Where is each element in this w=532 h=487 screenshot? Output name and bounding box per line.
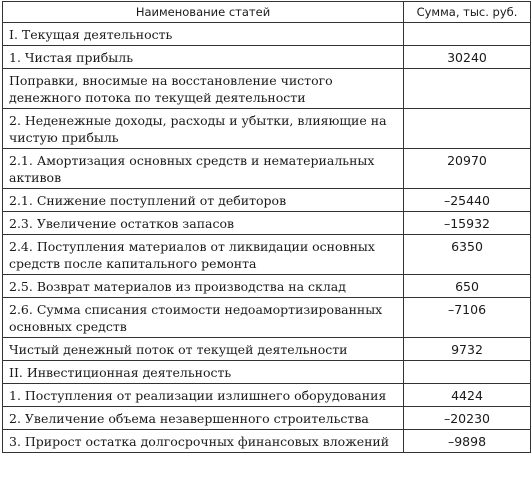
- row-label: 2. Неденежные доходы, расходы и убытки, влияющие на чистую прибыль: [3, 109, 404, 149]
- row-amount: 30240: [404, 46, 531, 69]
- table-body: [3, 23, 531, 453]
- row-amount: –15932: [404, 212, 531, 235]
- row-amount: 20970: [404, 149, 531, 189]
- table-row: [3, 149, 531, 189]
- row-amount: [404, 69, 531, 109]
- row-amount: 650: [404, 275, 531, 298]
- row-label: 1. Чистая прибыль: [3, 46, 404, 69]
- row-amount: [404, 361, 531, 384]
- table-row: [3, 275, 531, 298]
- column-header-amount: Сумма, тыс. руб.: [404, 2, 531, 23]
- table-header: [3, 2, 531, 23]
- table-row: [3, 23, 531, 46]
- table-row: [3, 384, 531, 407]
- table-row: [3, 212, 531, 235]
- row-label: Чистый денежный поток от текущей деятельности: [3, 338, 404, 361]
- cash-flow-table: [2, 1, 531, 453]
- row-amount: [404, 109, 531, 149]
- table-row: [3, 338, 531, 361]
- row-amount: –7106: [404, 298, 531, 338]
- table-row: [3, 361, 531, 384]
- table-row: [3, 69, 531, 109]
- table-row: [3, 109, 531, 149]
- row-amount: [404, 23, 531, 46]
- row-label: 2. Увеличение объема незавершенного строительства: [3, 407, 404, 430]
- row-amount: 6350: [404, 235, 531, 275]
- table-row: [3, 298, 531, 338]
- row-amount: 9732: [404, 338, 531, 361]
- row-amount: –20230: [404, 407, 531, 430]
- row-label: 2.1. Амортизация основных средств и нематериальных активов: [3, 149, 404, 189]
- row-label: 2.3. Увеличение остатков запасов: [3, 212, 404, 235]
- row-label: 2.4. Поступления материалов от ликвидации основных средств после капитального ремонта: [3, 235, 404, 275]
- row-label: Поправки, вносимые на восстановление чистого денежного потока по текущей деятельности: [3, 69, 404, 109]
- table-row: [3, 189, 531, 212]
- column-header-name: Наименование статей: [3, 2, 404, 23]
- row-label: 3. Прирост остатка долгосрочных финансовых вложений: [3, 430, 404, 453]
- row-label: II. Инвестиционная деятельность: [3, 361, 404, 384]
- row-amount: –9898: [404, 430, 531, 453]
- row-label: 1. Поступления от реализации излишнего оборудования: [3, 384, 404, 407]
- header-row: [3, 2, 531, 23]
- row-amount: 4424: [404, 384, 531, 407]
- table-row: [3, 235, 531, 275]
- row-amount: –25440: [404, 189, 531, 212]
- table-row: [3, 46, 531, 69]
- row-label: I. Текущая деятельность: [3, 23, 404, 46]
- row-label: 2.5. Возврат материалов из производства на склад: [3, 275, 404, 298]
- table-row: [3, 407, 531, 430]
- table-row: [3, 430, 531, 453]
- row-label: 2.1. Снижение поступлений от дебиторов: [3, 189, 404, 212]
- row-label: 2.6. Сумма списания стоимости недоамортизированных основных средств: [3, 298, 404, 338]
